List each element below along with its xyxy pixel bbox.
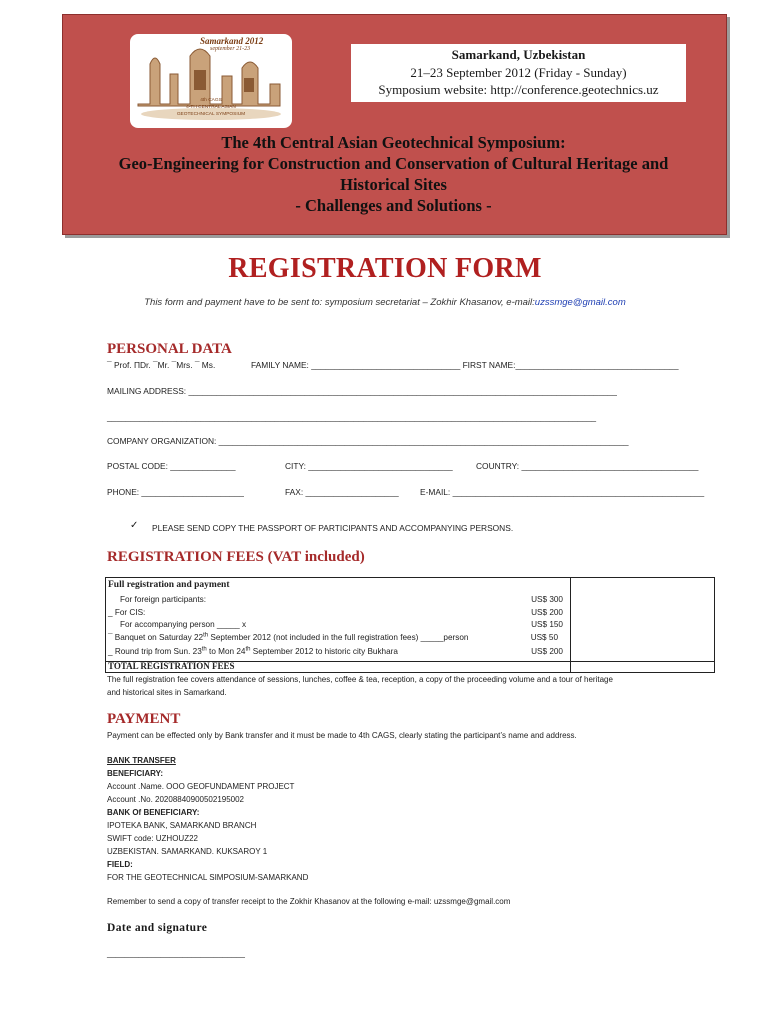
bukhara-label-part-1: _ Round trip from Sun. 23 [108, 647, 202, 656]
symposium-title: The 4th Central Asian Geotechnical Symposium: [221, 133, 566, 152]
swift-code: SWIFT code: UZHOUZ22 [107, 834, 198, 843]
symposium-logo [130, 34, 292, 128]
date-signature-heading: Date and signature [107, 922, 208, 934]
email-field[interactable]: E-MAIL: ______________________________________________________ [420, 487, 705, 497]
banquet-label-part-2: September 2012 (not included in the full registration fees) _____person [208, 633, 469, 642]
form-instructions [0, 297, 770, 308]
fax-field[interactable]: FAX: ____________________ [285, 487, 399, 497]
fees-table [105, 577, 715, 673]
bukhara-label-part-3: September 2012 to historic city Bukhara [250, 647, 398, 656]
banquet-label-sup: th [203, 632, 209, 639]
payment-intro: Payment can be effected only by Bank transfer and it must be made to 4th CAGS, clearly stating the participant’s name and address. [107, 731, 577, 740]
fees-note-line-2: and historical sites in Samarkand. [107, 688, 227, 697]
fee-row-accompanying-label[interactable]: For accompanying person _____ x [120, 620, 247, 629]
fee-row-banquet-label[interactable] [108, 633, 468, 642]
event-info-box [351, 44, 686, 102]
logo-date: september 21-23 [210, 46, 251, 52]
fee-row-cis-amount: US$ 200 [531, 608, 563, 617]
field-label: FIELD: [107, 860, 133, 869]
banquet-label-part-1: ¯ Banquet on Saturday 22 [108, 633, 204, 642]
fee-row-banquet-amount: US$ 50 [530, 633, 558, 642]
bank-address: UZBEKISTAN. SAMARKAND. KUKSAROY 1 [107, 847, 268, 856]
bukhara-label-part-2: to Mon 24 [206, 647, 246, 656]
registration-fees-heading: REGISTRATION FEES (VAT included) [107, 549, 365, 565]
personal-data-heading: PERSONAL DATA [107, 341, 232, 357]
fees-table-divider [570, 578, 571, 672]
bukhara-label-sup-1: th [201, 646, 207, 653]
account-number: Account .No. 20208840900502195002 [107, 795, 245, 804]
fee-row-bukhara-label[interactable] [108, 647, 398, 656]
postal-code-field[interactable]: POSTAL CODE: ______________ [107, 461, 236, 471]
payment-heading: PAYMENT [107, 711, 181, 727]
fees-note-line-1: The full registration fee covers attendance of sessions, lunches, coffee & tea, reception, a copy of the proceeding volume and a tour of heritage [107, 675, 613, 684]
phone-field[interactable]: PHONE: ______________________ [107, 487, 244, 497]
fees-table-header: Full registration and payment [108, 580, 230, 590]
bank-name: IPOTEKA BANK, SAMARKAND BRANCH [107, 821, 257, 830]
symposium-theme-line-3: - Challenges and Solutions - [295, 196, 492, 215]
fee-row-foreign-amount: US$ 300 [531, 595, 563, 604]
city-field[interactable]: CITY: _______________________________ [285, 461, 453, 471]
passport-note: PLEASE SEND COPY THE PASSPORT OF PARTICIPANTS AND ACCOMPANYING PERSONS. [152, 523, 514, 533]
form-instructions-text: This form and payment have to be sent to: symposium secretariat – Zokhir Khasanov, e-mail: [144, 297, 535, 308]
fee-row-foreign-label: For foreign participants: [120, 595, 207, 604]
fee-row-cis-label[interactable]: _ For CIS: [108, 608, 146, 617]
signature-line[interactable]: _______________________________ [107, 949, 245, 958]
family-first-name-field[interactable]: FAMILY NAME: ________________________________ FIRST NAME:___________________________________ [251, 360, 679, 370]
country-field[interactable]: COUNTRY: ______________________________________ [476, 461, 699, 471]
bukhara-label-sup-2: th [245, 646, 251, 653]
bank-of-beneficiary-label: BANK Of BENEFICIARY: [107, 808, 200, 817]
logo-caption-1: 4th CAGS [200, 98, 222, 103]
page-title: REGISTRATION FORM [228, 253, 542, 284]
fee-row-accompanying-amount: US$ 150 [531, 620, 563, 629]
beneficiary-label: BENEFICIARY: [107, 769, 163, 778]
fee-row-bukhara-amount: US$ 200 [531, 647, 563, 656]
account-name: Account .Name. OOO GEOFUNDAMENT PROJECT [107, 782, 295, 791]
transfer-receipt-reminder: Remember to send a copy of transfer receipt to the Zokhir Khasanov at the following e-mail: uzssmge@gmail.com [107, 897, 511, 906]
logo-title: Samarkand 2012 [200, 36, 264, 46]
event-dates: 21–23 September 2012 (Friday - Sunday) [410, 65, 627, 80]
bank-transfer-label: BANK TRANSFER [107, 756, 176, 765]
event-location: Samarkand, Uzbekistan [451, 47, 586, 62]
secretariat-email-link[interactable]: uzssmge@gmail.com [534, 297, 626, 308]
company-organization-field[interactable]: COMPANY ORGANIZATION: ________________________________________________________________________________________ [107, 436, 629, 446]
symposium-theme-line-2: Historical Sites [340, 175, 447, 194]
field-value: FOR THE GEOTECHNICAL SIMPOSIUM-SAMARKAND [107, 873, 309, 882]
logo-caption-2: 4-TH CENTRAL ASIAN [186, 105, 236, 110]
total-fees-label: TOTAL REGISTRATION FEES [108, 661, 235, 671]
mailing-address-field[interactable]: MAILING ADDRESS: ____________________________________________________________________________________________ [107, 386, 617, 396]
logo-caption-3: GEOTECHNICAL SYMPOSIUM [176, 112, 246, 117]
checkmark-icon: ✓ [130, 520, 139, 531]
symposium-theme-line-1: Geo-Engineering for Construction and Conservation of Cultural Heritage and [118, 154, 669, 173]
mailing-address-continued-field[interactable]: _________________________________________________________________________________________________________ [107, 412, 597, 422]
salutation-options[interactable]: ¯ Prof. ΠDr. ¯Mr. ¯Mrs. ¯ Ms. [107, 360, 216, 370]
event-website: Symposium website: http://conference.geotechnics.uz [378, 82, 659, 97]
